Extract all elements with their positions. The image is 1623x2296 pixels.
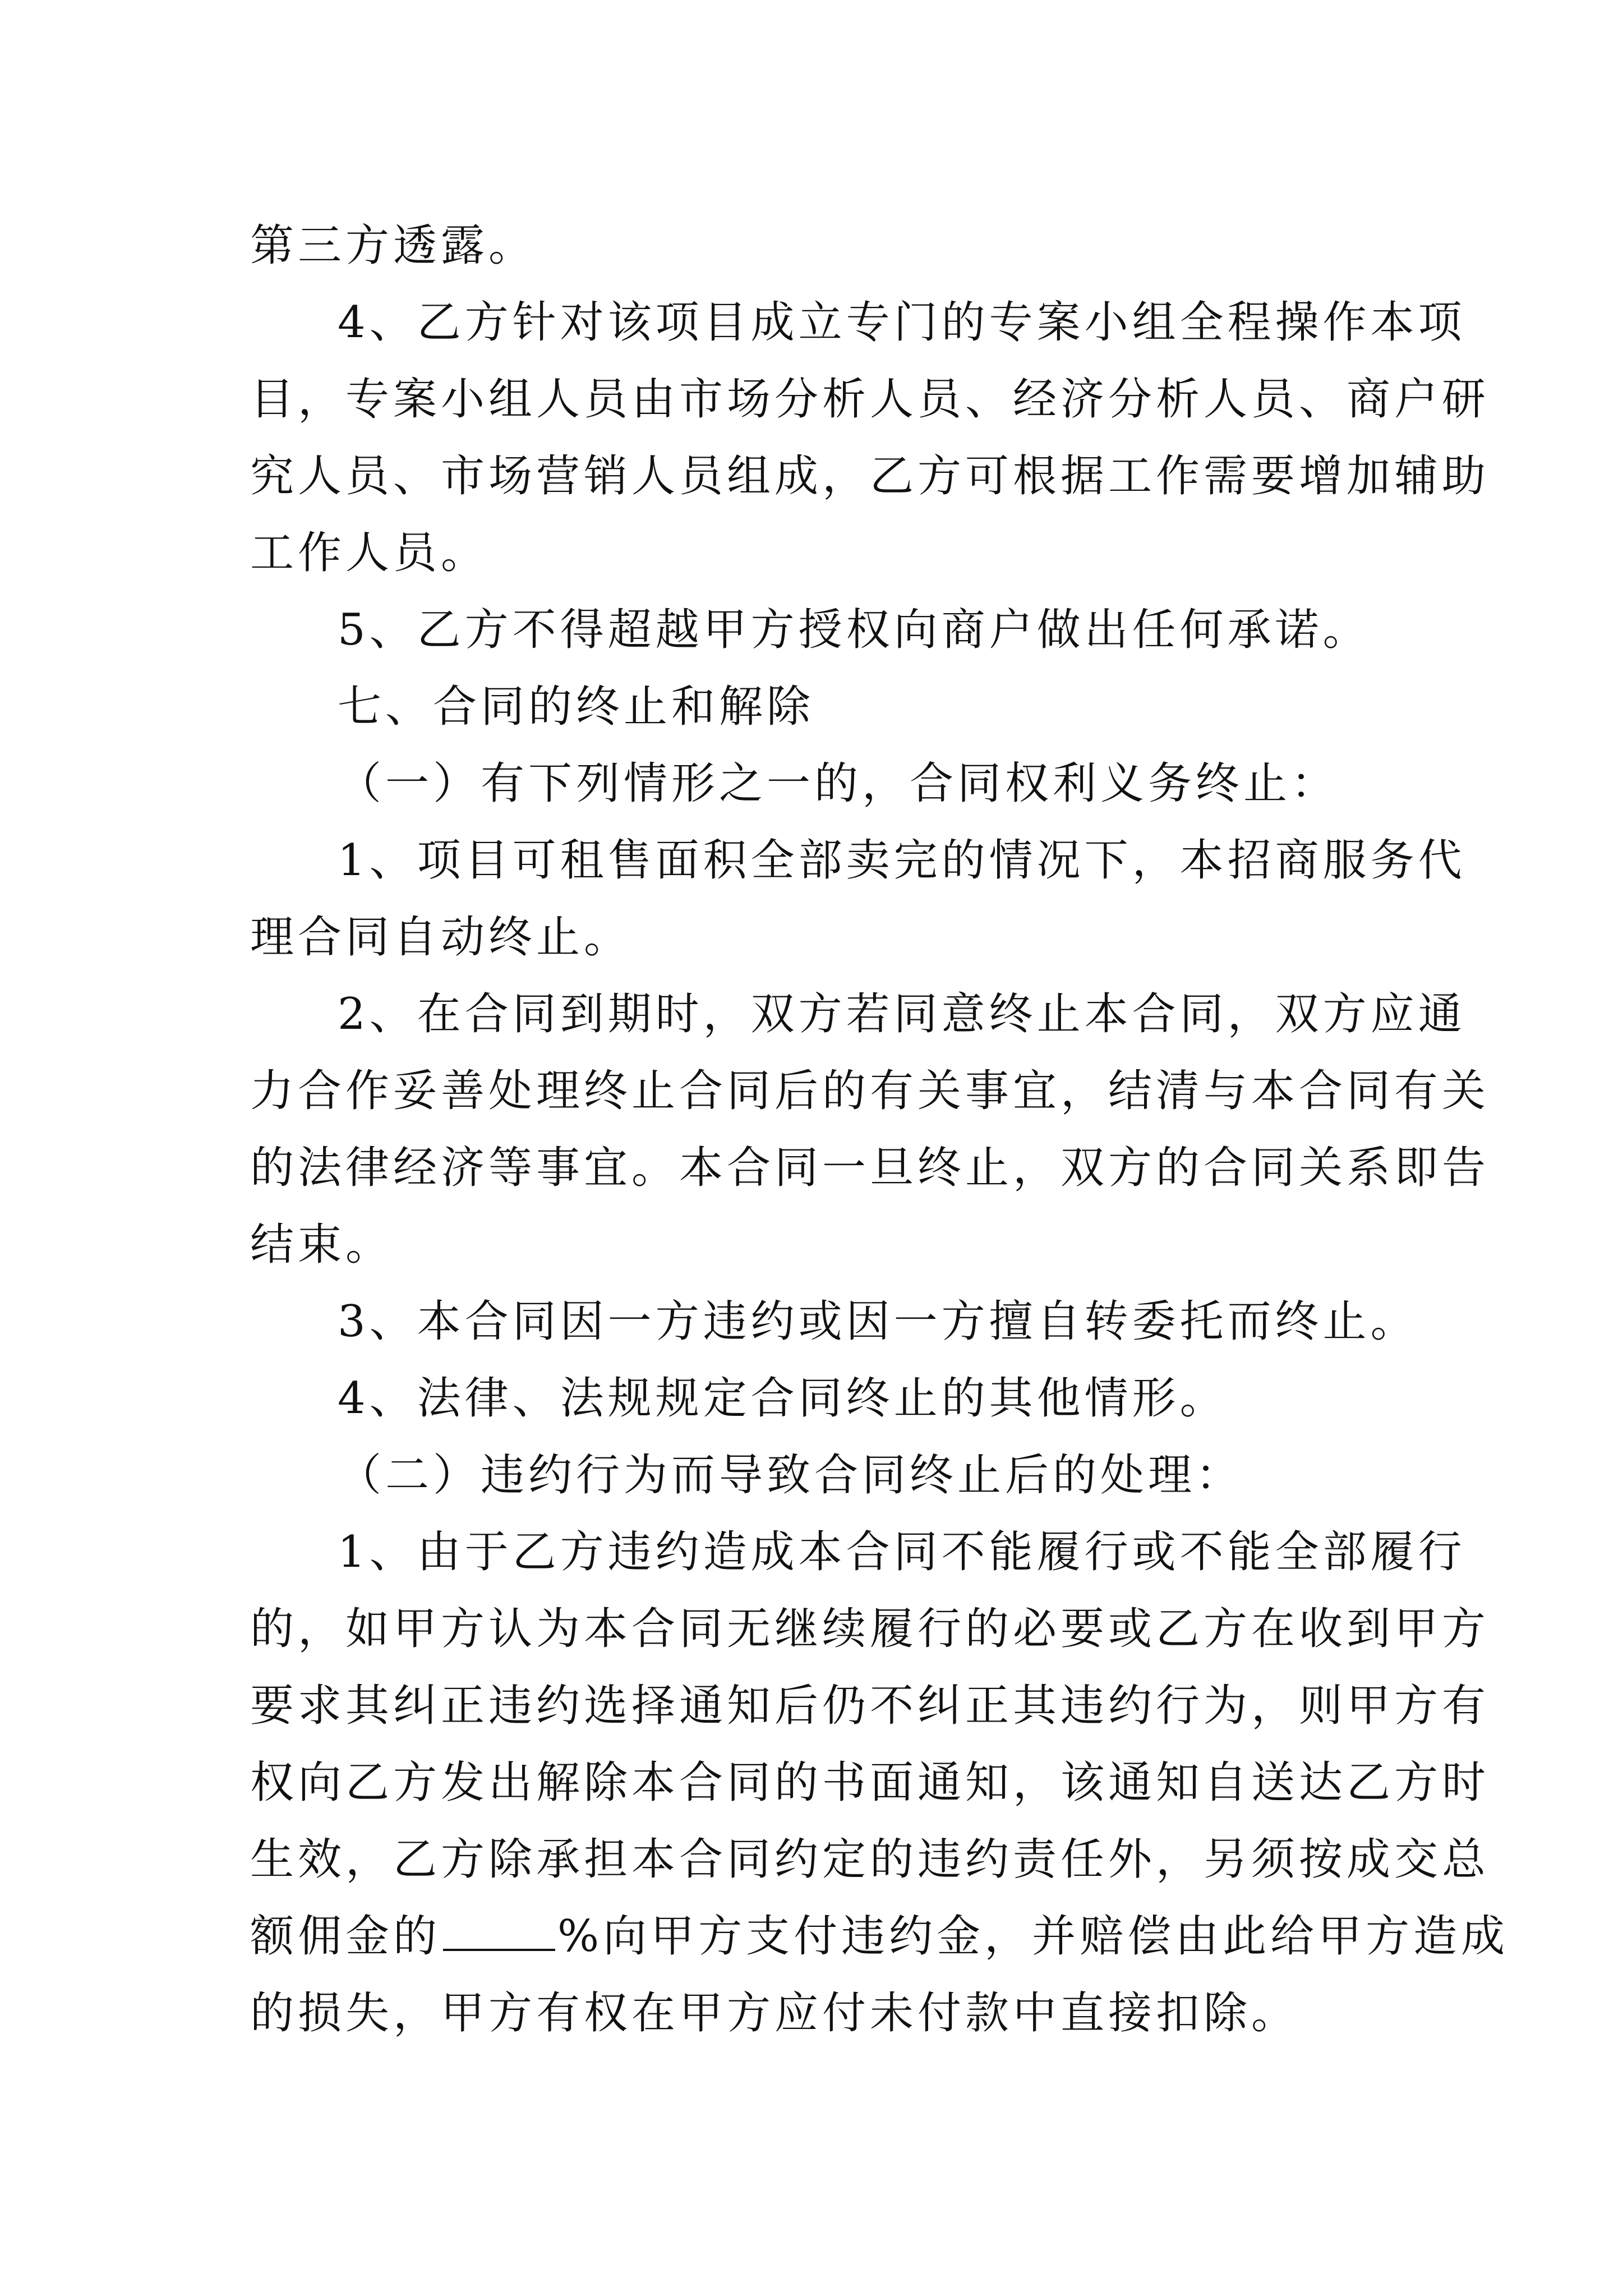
contract-body-text xyxy=(250,208,1509,2052)
text-line: 工作人员。 xyxy=(250,528,489,578)
text-line: 第三方透露。 xyxy=(250,220,537,271)
text-line: 5、乙方不得超越甲方授权向商户做出任何承诺。 xyxy=(338,605,1371,655)
text-line: 1、项目可租售面积全部卖完的情况下，本招商服务代 xyxy=(338,835,1466,886)
text-segment: %向甲方支付违约金，并赔偿由此给甲方造成 xyxy=(557,1911,1509,1962)
text-line: 结束。 xyxy=(250,1220,394,1270)
text-line: 的法律经济等事宜。本合同一旦终止，双方的合同关系即告 xyxy=(250,1143,1490,1193)
blank-fill-line xyxy=(443,1915,555,1951)
text-line: 理合同自动终止。 xyxy=(250,912,632,963)
text-line-with-blank xyxy=(250,1898,1509,1975)
subsection-heading: （二）违约行为而导致合同终止后的处理： xyxy=(338,1450,1244,1501)
subsection-heading: （一）有下列情形之一的，合同权利义务终止： xyxy=(338,758,1339,809)
text-line: 4、乙方针对该项目成立专门的专案小组全程操作本项 xyxy=(338,297,1466,348)
text-line: 究人员、市场营销人员组成，乙方可根据工作需要增加辅助 xyxy=(250,451,1490,501)
text-line: 力合作妥善处理终止合同后的有关事宜，结清与本合同有关 xyxy=(250,1066,1490,1116)
text-line: 4、法律、法规规定合同终止的其他情形。 xyxy=(338,1373,1228,1424)
text-line: 的损失，甲方有权在甲方应付未付款中直接扣除。 xyxy=(250,1988,1299,2039)
text-line: 3、本合同因一方违约或因一方擅自转委托而终止。 xyxy=(338,1296,1418,1347)
text-line: 要求其纠正违约选择通知后仍不纠正其违约行为，则甲方有 xyxy=(250,1681,1490,1731)
text-line: 2、在合同到期时，双方若同意终止本合同，双方应通 xyxy=(338,989,1466,1039)
section-heading: 七、合同的终止和解除 xyxy=(338,682,815,732)
text-line: 权向乙方发出解除本合同的书面通知，该通知自送达乙方时 xyxy=(250,1757,1490,1808)
text-line: 的，如甲方认为本合同无继续履行的必要或乙方在收到甲方 xyxy=(250,1604,1490,1654)
text-segment: 额佣金的 xyxy=(250,1911,441,1962)
text-line: 生效，乙方除承担本合同约定的违约责任外，另须按成交总 xyxy=(250,1834,1490,1885)
text-line: 1、由于乙方违约造成本合同不能履行或不能全部履行 xyxy=(338,1527,1466,1577)
text-line: 目，专案小组人员由市场分析人员、经济分析人员、商户研 xyxy=(250,374,1490,425)
